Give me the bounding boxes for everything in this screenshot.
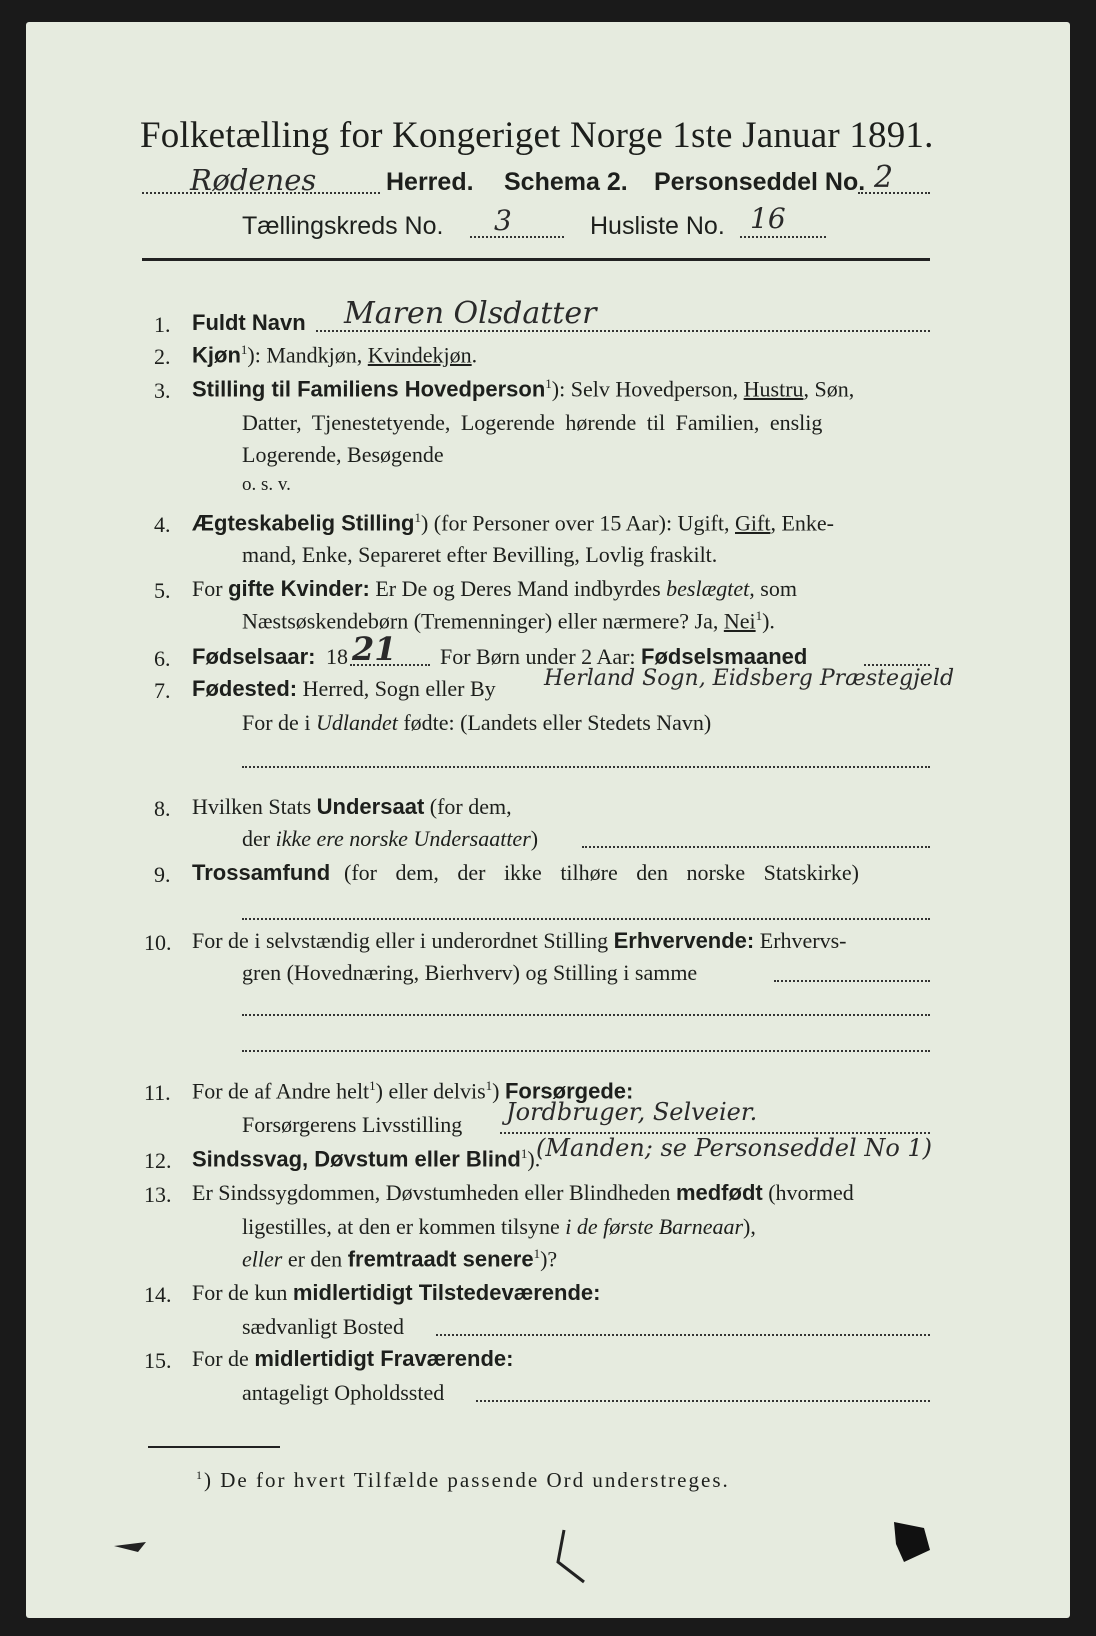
item-10-text: For de i selvstændig eller i underordnet Stilling	[192, 928, 614, 953]
footnote-marker: 1	[533, 1246, 541, 1261]
item-2-end: .	[471, 342, 478, 368]
item-3-line-2: Datter, Tjenestetyende, Logerende hørende til Familien, enslig	[242, 410, 823, 435]
item-4-selected-option: Gift	[735, 510, 771, 536]
item-5-line-1	[192, 576, 797, 602]
item-5-end2: ).	[762, 608, 775, 634]
item-15-line-1	[192, 1346, 513, 1372]
item-10-line-1	[192, 928, 847, 954]
schema-label: Schema 2.	[504, 168, 628, 196]
item-13-line-3	[242, 1246, 557, 1272]
personseddel-value: 2	[874, 160, 894, 195]
item-3-label: Stilling til Familiens Hovedperson	[192, 376, 546, 402]
item-2-selected-option: Kvindekjøn	[367, 342, 472, 368]
item-14-dotted-line	[436, 1334, 930, 1336]
footnote-marker: 1	[545, 376, 552, 391]
item-10-number: 10.	[144, 930, 172, 955]
item-11-text: For de af Andre helt	[192, 1078, 370, 1104]
item-13-end-3: )?	[540, 1246, 558, 1272]
item-5-text: Er De og Deres Mand indbyrdes	[369, 576, 667, 601]
item-4-label: Ægteskabelig Stilling	[192, 510, 415, 536]
item-14-label: midlertidigt Tilstedeværende:	[292, 1280, 601, 1305]
item-4-line-2: mand, Enke, Separeret efter Bevilling, Lovlig fraskilt.	[242, 542, 718, 567]
item-6-label-2: Fødselsmaaned	[641, 644, 808, 669]
item-2-text: ): Mandkjøn,	[247, 342, 368, 368]
item-2-line	[192, 342, 477, 368]
item-5-label: gifte Kvinder:	[228, 576, 370, 601]
personseddel-label: Personseddel No.	[654, 168, 866, 196]
item-10-dotted-line-3	[242, 1050, 930, 1052]
item-10-dotted-line-1	[774, 980, 930, 982]
item-8-end: (for dem,	[424, 794, 512, 819]
item-13-label-2: fremtraadt senere	[347, 1246, 534, 1272]
kreds-label: Tællingskreds No.	[242, 212, 444, 240]
item-3-line-1	[192, 376, 854, 402]
item-12-text: ).	[527, 1146, 541, 1172]
item-14-text: For de kun	[192, 1280, 293, 1305]
item-4-line-1	[192, 510, 834, 536]
item-7-value: Herland Sogn, Eidsberg Præstegjeld	[544, 666, 955, 691]
footnote-rule	[148, 1446, 280, 1448]
item-8-number: 8.	[154, 796, 171, 821]
header-rule	[142, 258, 930, 261]
item-1-value: Maren Olsdatter	[344, 296, 597, 331]
right-mark-icon	[894, 1522, 930, 1562]
item-2-label: Kjøn	[192, 342, 241, 368]
item-13-text-3: er den	[282, 1246, 348, 1272]
item-14-line-1	[192, 1280, 600, 1306]
item-5-number: 5.	[154, 578, 171, 603]
item-13-italic-2: eller	[242, 1246, 283, 1272]
item-3-end: , Søn,	[803, 376, 855, 402]
item-13-end-2: ),	[743, 1214, 756, 1239]
footnote-marker: 1	[755, 608, 763, 623]
item-5-line-2	[242, 608, 775, 634]
item-12-line	[192, 1146, 540, 1172]
kreds-dotted-line	[470, 236, 564, 238]
footnote-marker: 1	[414, 510, 421, 525]
item-6-prefix: 18	[326, 644, 348, 669]
item-12-label: Sindssvag, Døvstum eller Blind	[192, 1146, 521, 1172]
footnote-marker: 1	[240, 342, 248, 357]
footnote-marker: 1	[196, 1468, 204, 1482]
item-13-line-1	[192, 1180, 854, 1206]
item-10-label: Erhvervende:	[613, 928, 755, 953]
center-mark-icon	[558, 1530, 584, 1582]
item-11-line-2: Forsørgerens Livsstilling	[242, 1112, 463, 1137]
item-7-label: Fødested:	[192, 676, 298, 701]
item-13-line-2	[242, 1214, 756, 1240]
item-7-end: fødte: (Landets eller Stedets Navn)	[397, 710, 712, 735]
item-4-text: ) (for Personer over 15 Aar): Ugift,	[420, 510, 735, 536]
item-13-end: (hvormed	[762, 1180, 854, 1205]
item-2-number: 2.	[154, 344, 171, 369]
husliste-dotted-line	[740, 236, 826, 238]
footnote-marker: 1	[520, 1146, 528, 1161]
herred-value: Rødenes	[190, 163, 317, 197]
herred-label: Herred.	[386, 168, 474, 196]
item-13-label: medfødt	[675, 1180, 763, 1205]
item-5-end: som	[754, 576, 797, 601]
item-3-line-4: o. s. v.	[242, 474, 291, 495]
item-12-value: (Manden; se Personseddel No 1)	[536, 1134, 933, 1162]
item-11-label: Forsørgede:	[504, 1078, 634, 1104]
item-9-label: Trossamfund	[192, 860, 331, 885]
left-mark-icon	[114, 1542, 146, 1552]
footnote-marker: 1	[369, 1078, 376, 1093]
item-15-label: midlertidigt Fraværende:	[254, 1346, 514, 1371]
footnote-marker: 1	[485, 1078, 493, 1093]
item-6-text: For Børn under 2 Aar:	[440, 644, 642, 669]
item-4-end: , Enke-	[770, 510, 834, 536]
item-15-dotted-line	[476, 1400, 930, 1402]
item-7-prefix: For de i	[242, 710, 316, 735]
item-13-text: Er Sindssygdommen, Døvstumheden eller Blindheden	[192, 1180, 676, 1205]
item-11-text-3: )	[492, 1078, 505, 1104]
item-6-label: Fødselsaar:	[192, 644, 316, 669]
item-11-value: Jordbruger, Selveier.	[506, 1098, 758, 1126]
item-6-value: 21	[352, 630, 397, 668]
item-9-dotted-line	[242, 918, 930, 920]
item-15-text: For de	[192, 1346, 255, 1371]
item-8-prefix: der	[242, 826, 276, 851]
item-6-number: 6.	[154, 646, 171, 671]
item-15-line-2: antageligt Opholdssted	[242, 1380, 445, 1405]
item-1-label: Fuldt Navn	[192, 310, 306, 335]
item-11-number: 11.	[144, 1080, 171, 1105]
item-7-number: 7.	[154, 678, 171, 703]
item-10-dotted-line-2	[242, 1014, 930, 1016]
item-1-number: 1.	[154, 312, 171, 337]
census-form-sheet	[26, 22, 1070, 1618]
item-3-line-3: Logerende, Besøgende	[242, 442, 444, 467]
item-7-italic: Udlandet	[315, 710, 398, 735]
item-13-text-2: ligestilles, at den er kommen tilsyne	[242, 1214, 566, 1239]
husliste-label: Husliste No.	[590, 212, 725, 240]
item-7-text: Herred, Sogn eller By	[302, 676, 496, 701]
husliste-value: 16	[750, 202, 786, 235]
item-7-dotted-line	[242, 766, 930, 768]
form-title: Folketælling for Kongeriget Norge 1ste Januar 1891.	[140, 115, 934, 156]
personseddel-dotted-line	[858, 192, 930, 194]
item-4-number: 4.	[154, 512, 171, 537]
item-3-selected-option: Hustru	[743, 376, 804, 402]
registration-marks	[96, 1522, 996, 1612]
item-3-text: ): Selv Hovedperson,	[551, 376, 744, 402]
item-10-end: Erhvervs-	[754, 928, 847, 953]
item-13-number: 13.	[144, 1182, 172, 1207]
kreds-value: 3	[494, 204, 512, 237]
item-8-text: Hvilken Stats	[192, 794, 317, 819]
item-14-number: 14.	[144, 1282, 172, 1307]
item-14-line-2: sædvanligt Bosted	[242, 1314, 404, 1339]
item-8-end2: )	[530, 826, 539, 851]
item-12-number: 12.	[144, 1148, 172, 1173]
item-8-label: Undersaat	[316, 794, 425, 819]
item-3-number: 3.	[154, 378, 171, 403]
item-8-italic: ikke ere norske Undersaatter	[275, 826, 531, 851]
item-15-number: 15.	[144, 1348, 172, 1373]
item-13-italic: i de første Barneaar	[565, 1214, 744, 1239]
item-8-dotted-line	[582, 846, 930, 848]
item-9-text: (for dem, der ikke tilhøre den norske Statskirke)	[344, 860, 859, 885]
item-5-prefix: For	[192, 576, 229, 601]
item-8-line-2	[242, 826, 538, 852]
item-11-text-2: ) eller delvis	[375, 1078, 486, 1104]
footnote-text: ) De for hvert Tilfælde passende Ord understreges.	[204, 1468, 730, 1492]
item-5-question: Næstsøskendebørn (Tremenninger) eller nærmere? Ja,	[242, 608, 724, 634]
item-9-number: 9.	[154, 862, 171, 887]
item-10-line-2: gren (Hovednæring, Bierhverv) og Stilling i samme	[242, 960, 698, 985]
item-8-line-1	[192, 794, 512, 820]
item-5-selected-option: Nei	[723, 608, 756, 634]
item-7-line-2	[242, 710, 711, 736]
item-7-line-1	[192, 676, 496, 702]
item-5-italic: beslægtet,	[666, 576, 755, 601]
footnote	[196, 1468, 730, 1493]
